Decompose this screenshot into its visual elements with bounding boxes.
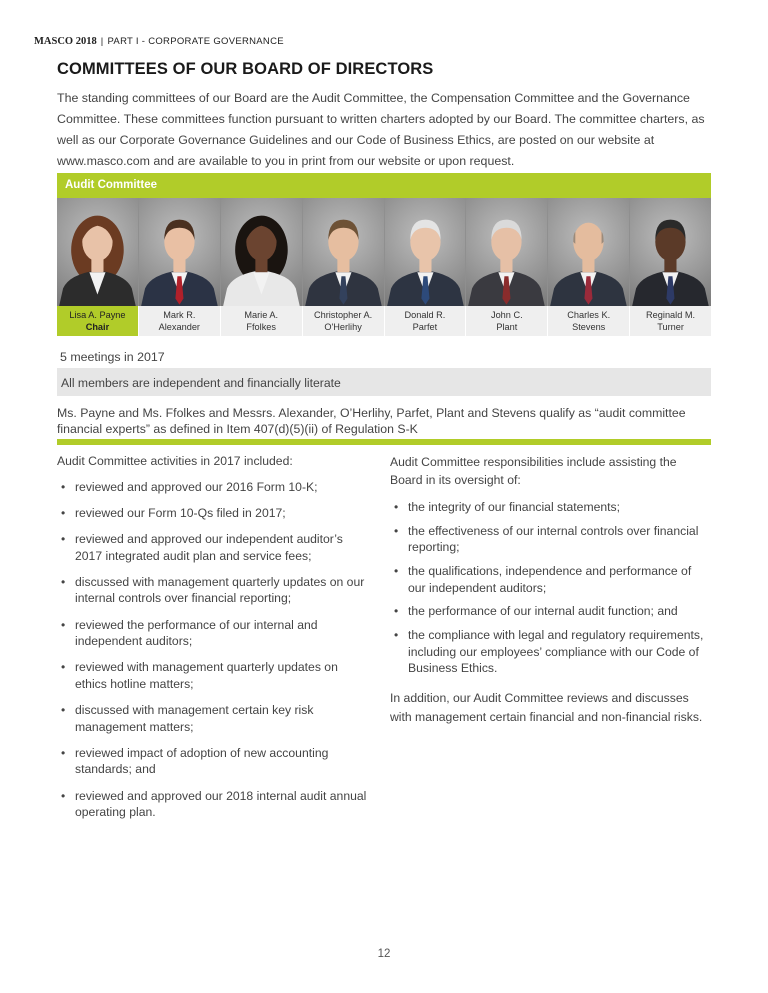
member-last-name: Stevens bbox=[572, 322, 606, 332]
member-name-chair bbox=[57, 306, 139, 336]
list-item-text: reviewed and approved our 2016 Form 10-K; bbox=[75, 479, 318, 494]
list-item bbox=[390, 563, 710, 596]
header-separator: | bbox=[100, 36, 104, 47]
member-first-name: John C. bbox=[490, 310, 523, 320]
list-item-text: the qualifications, independence and performance of our independent auditors; bbox=[408, 563, 692, 595]
responsibilities-list bbox=[390, 499, 710, 677]
member-last-name: O'Herlihy bbox=[324, 322, 362, 332]
bullet-icon: • bbox=[394, 499, 399, 514]
independence-text: All members are independent and financially literate bbox=[61, 376, 341, 390]
list-item-text: reviewed and approved our independent auditor’s 2017 integrated audit plan and service fees; bbox=[75, 531, 343, 563]
list-item-text: the effectiveness of our internal controls over financial reporting; bbox=[408, 523, 699, 555]
list-item bbox=[57, 479, 372, 496]
bullet-icon: • bbox=[61, 617, 66, 632]
bullet-icon: • bbox=[61, 574, 66, 589]
portrait-graphic bbox=[221, 198, 302, 306]
committee-title-bar bbox=[57, 173, 711, 198]
member-photo bbox=[57, 198, 139, 306]
divider-rule bbox=[57, 439, 711, 445]
bullet-icon: • bbox=[394, 563, 399, 578]
list-item-text: reviewed and approved our 2018 internal audit annual operating plan. bbox=[75, 788, 367, 820]
list-item bbox=[57, 745, 372, 778]
responsibilities-column bbox=[390, 453, 710, 739]
member-photo bbox=[466, 198, 548, 306]
activities-heading: Audit Committee activities in 2017 included: bbox=[57, 454, 293, 468]
member-first-name: Reginald M. bbox=[646, 310, 696, 320]
list-item-text: discussed with management quarterly updates on our internal controls over financial reporting; bbox=[75, 574, 365, 606]
bullet-icon: • bbox=[394, 628, 399, 643]
page-title: COMMITTEES OF OUR BOARD OF DIRECTORS bbox=[57, 60, 434, 78]
member-photo bbox=[548, 198, 630, 306]
portrait-face bbox=[574, 223, 604, 261]
portrait-graphic bbox=[630, 198, 711, 306]
member-photos bbox=[57, 198, 711, 306]
member-name-cell bbox=[630, 306, 711, 336]
member-last-name: Turner bbox=[657, 322, 684, 332]
list-item bbox=[57, 659, 372, 692]
portrait-graphic bbox=[466, 198, 547, 306]
portrait-graphic bbox=[385, 198, 466, 306]
list-item-text: the compliance with legal and regulatory requirements, including our employees’ compliance with our Code of Business Ethics. bbox=[408, 628, 704, 676]
activities-column bbox=[57, 453, 372, 830]
intro-paragraph: The standing committees of our Board are the Audit Committee, the Compensation Committee and the Governance Committee. These committees function pursuant to written charters adopted by our Board. The committee charters, as well as our Corporate Governance Guidelines and our Code of Business Ethics, are posted on our website at www.masco.com and are available to you in print from our website or upon request. bbox=[57, 91, 705, 168]
list-item-text: the performance of our internal audit function; and bbox=[408, 604, 678, 619]
member-name-cell bbox=[139, 306, 221, 336]
member-photo bbox=[303, 198, 385, 306]
bullet-icon: • bbox=[61, 788, 66, 803]
list-item bbox=[57, 702, 372, 735]
independence-band bbox=[57, 368, 711, 396]
chair-label: Chair bbox=[85, 322, 110, 332]
bullet-icon: • bbox=[61, 745, 66, 760]
member-names bbox=[57, 306, 711, 336]
list-item-text: reviewed our Form 10-Qs filed in 2017; bbox=[75, 505, 286, 520]
list-item bbox=[390, 499, 710, 516]
member-name-cell bbox=[303, 306, 385, 336]
list-item bbox=[57, 788, 372, 821]
member-photo bbox=[630, 198, 711, 306]
list-item-text: the integrity of our financial statements; bbox=[408, 499, 621, 514]
list-item bbox=[57, 531, 372, 564]
responsibilities-note: In addition, our Audit Committee reviews and discusses with management certain financial and non-financial risks. bbox=[390, 690, 703, 724]
masco-logo: MASCO 2018 bbox=[34, 36, 97, 47]
member-photo bbox=[385, 198, 467, 306]
member-first-name: Christopher A. bbox=[313, 310, 373, 320]
bullet-icon: • bbox=[394, 604, 399, 619]
member-name-cell bbox=[466, 306, 548, 336]
list-item bbox=[390, 627, 710, 677]
activities-list bbox=[57, 479, 372, 821]
member-last-name: Parfet bbox=[412, 322, 438, 332]
portrait-graphic bbox=[548, 198, 629, 306]
list-item bbox=[57, 574, 372, 607]
member-last-name: Plant bbox=[496, 322, 518, 332]
member-name-cell bbox=[385, 306, 467, 336]
member-first-name: Mark R. bbox=[163, 310, 196, 320]
list-item bbox=[57, 617, 372, 650]
member-first-name: Charles K. bbox=[567, 310, 611, 320]
bullet-icon: • bbox=[61, 703, 66, 718]
page-header bbox=[34, 36, 284, 47]
member-last-name: Alexander bbox=[158, 322, 200, 332]
member-first-name: Marie A. bbox=[244, 310, 279, 320]
list-item-text: discussed with management certain key risk management matters; bbox=[75, 703, 314, 734]
bullet-icon: • bbox=[61, 505, 66, 520]
member-name: Lisa A. Payne bbox=[69, 310, 126, 320]
list-item bbox=[390, 603, 710, 620]
list-item-text: reviewed with management quarterly updates on ethics hotline matters; bbox=[75, 660, 338, 691]
committee-name: Audit Committee bbox=[65, 179, 157, 191]
header-section: PART I - CORPORATE GOVERNANCE bbox=[107, 36, 284, 47]
meetings-count: 5 meetings in 2017 bbox=[60, 350, 165, 364]
member-last-name: Ffolkes bbox=[246, 322, 276, 332]
bullet-icon: • bbox=[61, 479, 66, 494]
list-item-text: reviewed the performance of our internal and independent auditors; bbox=[75, 617, 318, 649]
bullet-icon: • bbox=[394, 523, 399, 538]
list-item-text: reviewed impact of adoption of new accounting standards; and bbox=[75, 745, 329, 777]
list-item bbox=[390, 523, 710, 556]
bullet-icon: • bbox=[61, 531, 66, 546]
bullet-icon: • bbox=[61, 660, 66, 675]
page-number: 12 bbox=[377, 948, 391, 960]
member-photo bbox=[139, 198, 221, 306]
responsibilities-heading: Audit Committee responsibilities include assisting the Board in its oversight of: bbox=[390, 455, 677, 488]
member-first-name: Donald R. bbox=[404, 310, 446, 320]
member-photo bbox=[221, 198, 303, 306]
member-name-cell bbox=[221, 306, 303, 336]
financial-experts-text: Ms. Payne and Ms. Ffolkes and Messrs. Alexander, O’Herlihy, Parfet, Plant and Stevens qualify as “audit committee financial experts” as defined in Item 407(d)(5)(ii) of Regulation S-K bbox=[57, 406, 686, 436]
portrait-graphic bbox=[57, 198, 138, 306]
portrait-graphic bbox=[139, 198, 220, 306]
list-item bbox=[57, 505, 372, 522]
portrait-graphic bbox=[303, 198, 384, 306]
member-name-cell bbox=[548, 306, 630, 336]
